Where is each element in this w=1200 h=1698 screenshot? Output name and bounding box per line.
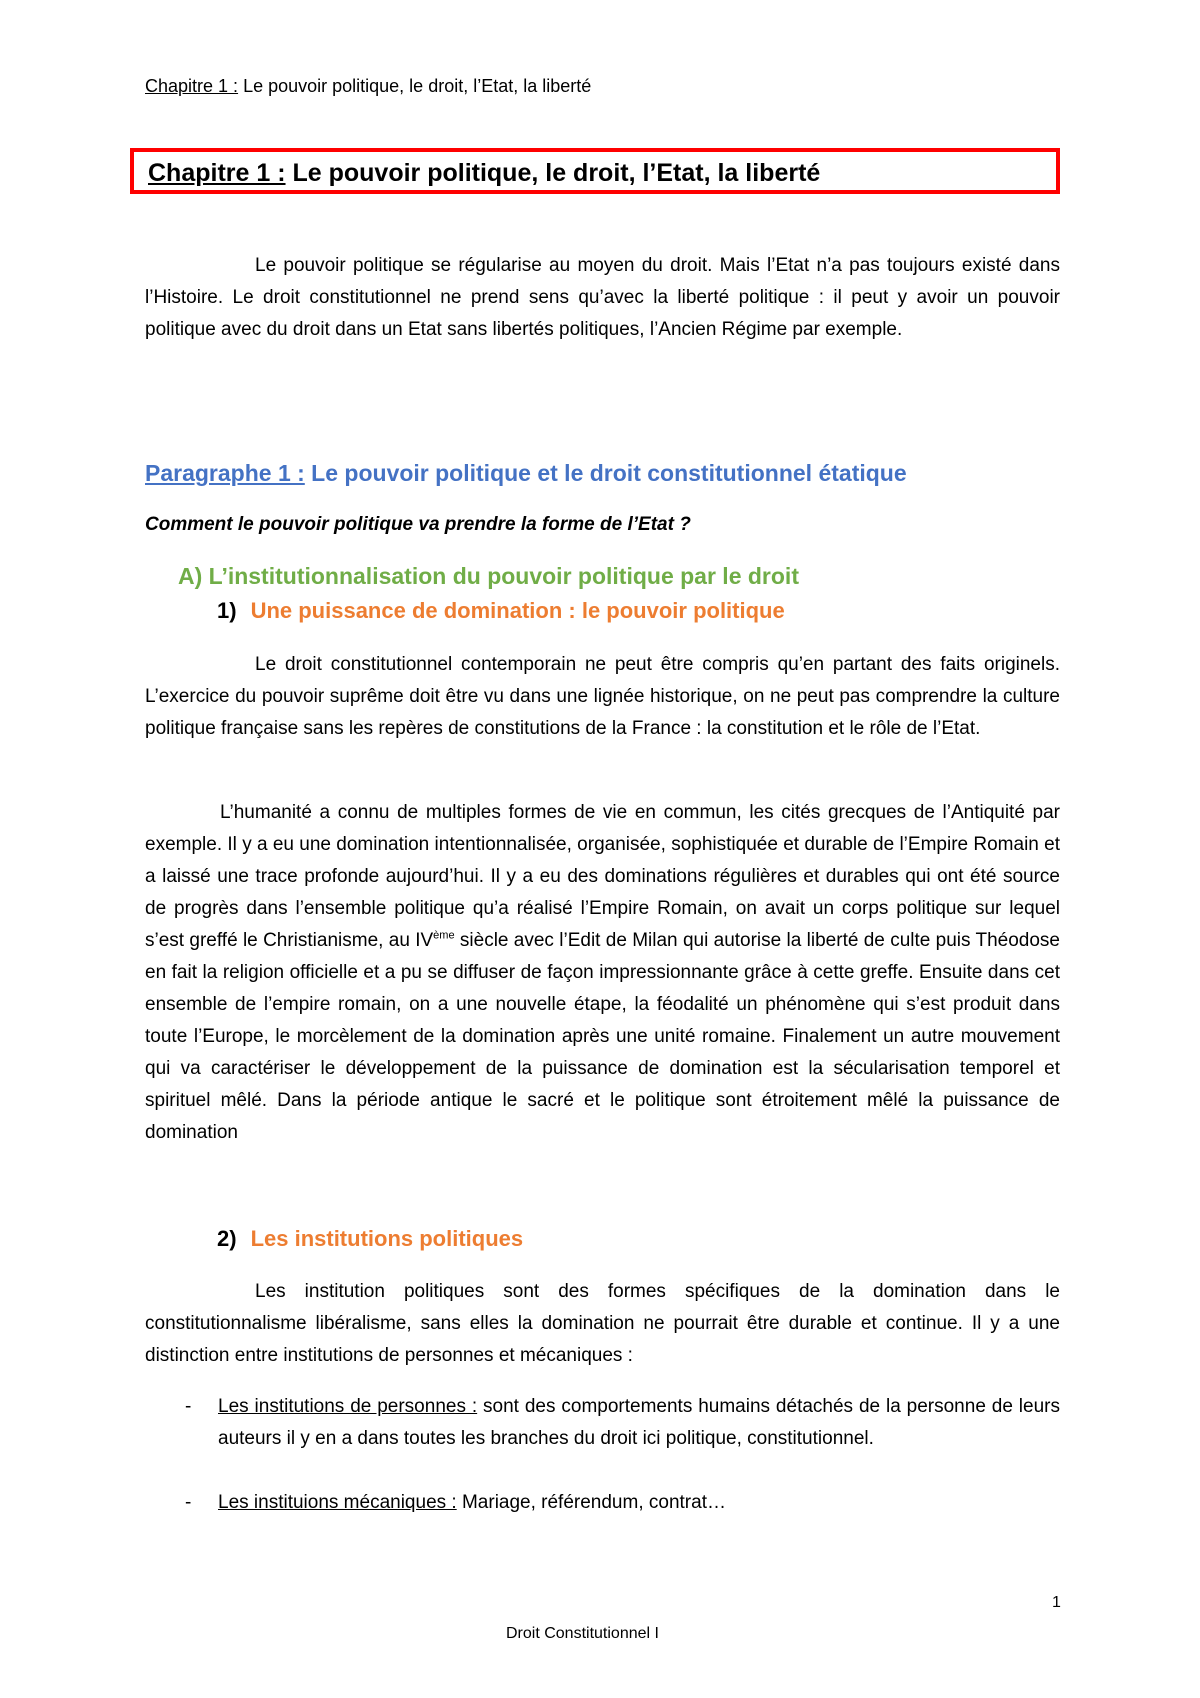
bullet-text: [218, 1391, 1060, 1455]
bullet-dash: -: [185, 1396, 192, 1417]
subsection-2-number: 2): [217, 1226, 237, 1251]
page-number: 1: [1052, 1594, 1061, 1611]
section-heading: [145, 460, 907, 487]
list-item: [145, 1391, 1060, 1455]
subsection-1-title: Une puissance de domination : le pouvoir politique: [250, 598, 785, 623]
chapter-label: Chapitre 1 :: [148, 159, 286, 187]
subsection-1-paragraph-1: Le droit constitutionnel contemporain ne peut être compris qu’en partant des faits originels. L’exercice du pouvoir suprême doit être vu dans une lignée historique, on ne peut pas comprendre la culture politique française sans les repères de constitutions de la France : la constitution et le rôle de l’Etat.: [145, 654, 1060, 739]
section-label: Paragraphe 1 :: [145, 460, 305, 486]
bullet-label: Les instituions mécaniques :: [218, 1492, 457, 1513]
subsection-1-number: 1): [217, 598, 237, 623]
subsection-1-heading: [217, 598, 785, 624]
section-title: Le pouvoir politique et le droit constitutionnel étatique: [304, 460, 907, 486]
bullet-label: Les institutions de personnes :: [218, 1396, 478, 1417]
subsection-2-title: Les institutions politiques: [250, 1226, 524, 1251]
header-chapter-label: Chapitre 1 :: [145, 76, 239, 96]
bullet-dash: -: [185, 1492, 192, 1513]
intro-paragraph: Le pouvoir politique se régularise au moyen du droit. Mais l’Etat n’a pas toujours existé dans l’Histoire. Le droit constitutionnel ne prend sens qu’avec la liberté politique : il peut y avoir un pouvoir politique avec du droit dans un Etat sans libertés politiques, l’Ancien Régime par exemple.: [145, 255, 1060, 340]
bullet-body: Mariage, référendum, contrat…: [456, 1492, 726, 1513]
chapter-title-box: [130, 148, 1060, 194]
subsection-1-paragraph-2: [145, 797, 1060, 1149]
superscript: ème: [433, 929, 455, 942]
paragraph-2-text-b: siècle avec l’Edit de Milan qui autorise la liberté de culte puis Théodose en fait la religion officielle et a pu se diffuser de façon impressionnante grâce à cette greffe. Ensuite dans cet ensemble de l’empire romain, on a une nouvelle étape, la féodalité un phénomène qui s’est produit dans toute l’Europe, le morcèlement de la domination après une unité romaine. Finalement un autre mouvement qui va caractériser le développement de la puissance de domination est la sécularisation temporel et spirituel mêlé. Dans la période antique le sacré et le politique sont étroitement mêlé la puissance de domination: [145, 930, 1060, 1143]
header-chapter-title: Le pouvoir politique, le droit, l’Etat, la liberté: [238, 76, 592, 96]
subsection-2-paragraph-1: Les institution politiques sont des formes spécifiques de la domination dans le constitutionnalisme libéralisme, sans elles la domination ne pourrait être durable et continue. Il y a une distinction entre institutions de personnes et mécaniques :: [145, 1281, 1060, 1366]
list-item: [145, 1487, 1060, 1519]
running-header: [145, 76, 591, 97]
bullet-text: [218, 1487, 1060, 1519]
bullet-body: sont des comportements humains détachés de la personne de leurs auteurs il y en a dans toutes les branches du droit ici politique, constitutionnel.: [218, 1396, 1060, 1449]
chapter-title: Le pouvoir politique, le droit, l’Etat, la liberté: [285, 159, 821, 187]
section-question: Comment le pouvoir politique va prendre la forme de l’Etat ?: [145, 514, 691, 535]
footer-course-title: Droit Constitutionnel I: [506, 1625, 659, 1642]
subsection-2-heading: [217, 1226, 523, 1252]
part-a-heading: A) L’institutionnalisation du pouvoir politique par le droit: [178, 563, 799, 589]
paragraph-2-text-a: L’humanité a connu de multiples formes de vie en commun, les cités grecques de l’Antiquité par exemple. Il y a eu une domination intentionnalisée, organisée, sophistiquée et durable de l’Empire Romain et a laissé une trace profonde aujourd’hui. Il y a eu des dominations régulières et durables qui ont été source de progrès dans l’ensemble politique qu’a réalisé l’Empire Romain, on avait un corps politique sur lequel s’est greffé le Christianisme, au IV: [145, 802, 1060, 951]
